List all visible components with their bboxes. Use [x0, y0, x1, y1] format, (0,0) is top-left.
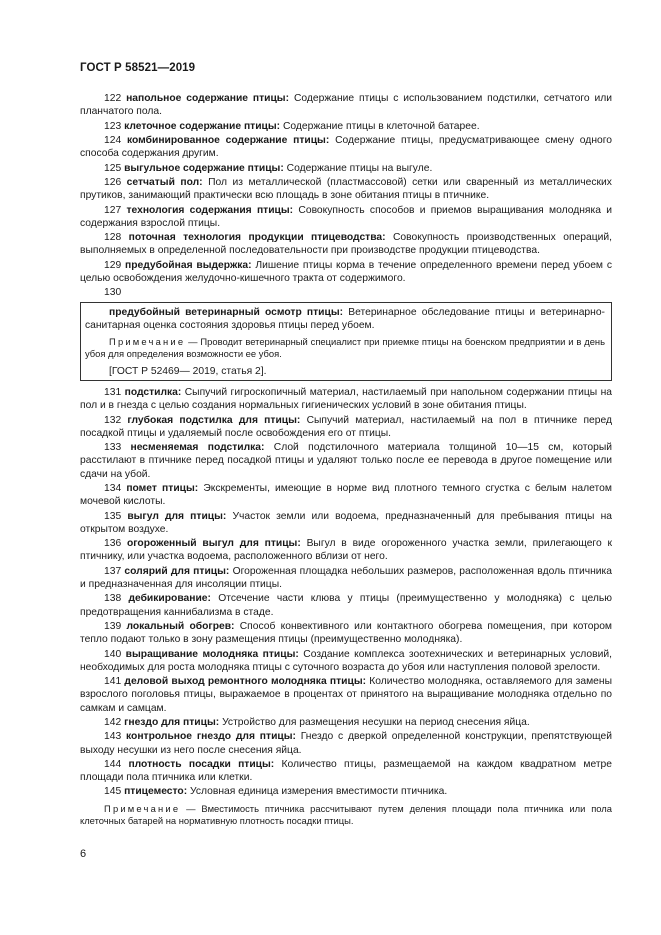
term-entry-145	[80, 785, 612, 798]
term-number: 144	[104, 758, 122, 770]
term-text: Условная единица измерения вместимости птичника.	[190, 786, 448, 798]
term-text: Содержание птицы на выгуле.	[286, 162, 433, 174]
term-text: Пол из металлической (пластмассовой) сетки или сваренный из металлических прутиков, занимающий практически всю площадь в зоне обитания птицы в птичнике.	[80, 176, 612, 202]
term-number-130: 130	[104, 287, 122, 299]
term-text: Слой подстилочного материала толщиной 10—15 см, который расстилают в птичнике перед посадкой птицы и удаляют только после ее перевода в другое помещение или сдачи на убой.	[80, 442, 612, 480]
term-name: деловой выход ремонтного молодняка птицы:	[124, 676, 367, 688]
term-text: Сыпучий гигроскопичный материал, настилаемый при напольном содержании птицы на пол и в гнезда с целью создания нормальных гигиенических условий в зоне обитания птицы.	[80, 386, 612, 412]
term-name: глубокая подстилка для птицы:	[127, 414, 301, 426]
term-text: Участок земли или водоема, предназначенный для пребывания птицы на открытом воздухе.	[80, 510, 612, 535]
term-number: 125	[104, 162, 122, 174]
term-entry-123	[80, 120, 612, 133]
term-name: помет птицы:	[126, 482, 199, 494]
term-number: 136	[104, 538, 122, 550]
term-text: Гнездо с дверкой определенной конструкции, препятствующей выходу несушки из него после снесения яйца.	[80, 731, 612, 756]
final-note	[80, 803, 612, 828]
boxed-note	[85, 336, 605, 361]
term-name: гнездо для птицы:	[124, 716, 220, 728]
term-name: выгул для птицы:	[127, 510, 227, 522]
term-entry-134	[80, 482, 612, 508]
term-number: 138	[104, 593, 122, 605]
term-entry-143	[80, 730, 612, 756]
term-name: поточная технология продукции птицеводства:	[128, 232, 386, 244]
term-name: подстилка:	[124, 386, 182, 398]
term-entry-127	[80, 204, 612, 230]
term-number: 139	[104, 620, 122, 632]
terms-list-before	[80, 92, 612, 285]
term-name: сетчатый пол:	[126, 176, 203, 188]
term-text: Выгул в виде огороженного участка земли, прилегающего к птичнику, или участка водоема, расположенного вблизи от него.	[80, 538, 612, 563]
term-name: птицеместо:	[124, 786, 188, 798]
term-entry-129	[80, 259, 612, 285]
term-number: 132	[104, 414, 122, 426]
term-number: 142	[104, 716, 122, 728]
term-number: 127	[104, 204, 122, 216]
term-name: огороженный выгул для птицы:	[126, 538, 301, 550]
document-header: ГОСТ Р 58521—2019	[80, 62, 196, 74]
term-name: выращивание молодняка птицы:	[125, 648, 299, 660]
page-number: 6	[80, 848, 87, 860]
term-text: Содержание птицы с использованием подстилки, сетчатого или планчатого пола.	[80, 93, 612, 118]
term-text: Огороженная площадка небольших размеров, расположенная вдоль птичника и предназначенная для инсоляции птицы.	[80, 565, 612, 590]
term-entry-141	[80, 675, 612, 715]
term-text: Содержание птицы, предусматривающее смену одного способа содержания другим.	[80, 134, 612, 160]
term-text: Создание комплекса зоотехнических и ветеринарных условий, необходимых для роста молодняка птицы с суточного возраста до убоя или наступления половой зрелости.	[80, 648, 612, 673]
term-entry-138	[80, 592, 612, 618]
term-entry-144	[80, 758, 612, 784]
term-name: локальный обогрев:	[126, 620, 235, 632]
term-number: 129	[104, 259, 122, 271]
term-text: Отсечение части клюва у птицы (преимущественно у молодняка) с целью предотвращения каннибализма в стаде.	[80, 593, 612, 618]
term-name: выгульное содержание птицы:	[124, 162, 284, 174]
term-entry-132	[80, 414, 612, 440]
term-name: клеточное содержание птицы:	[124, 120, 281, 132]
term-number: 135	[104, 510, 122, 522]
term-name: предубойная выдержка:	[125, 259, 252, 271]
boxed-term-name: предубойный ветеринарный осмотр птицы:	[109, 306, 344, 318]
term-number: 131	[104, 386, 122, 398]
term-number: 122	[104, 93, 122, 104]
boxed-term-text: Ветеринарное обследование птицы и ветеринарно-санитарная оценка состояния здоровья птицы перед убоем.	[85, 306, 605, 331]
term-name: солярий для птицы:	[124, 565, 230, 577]
boxed-note-label: Примечание	[109, 335, 186, 347]
boxed-definition	[80, 302, 612, 381]
term-entry-137	[80, 565, 612, 591]
term-number: 145	[104, 786, 122, 798]
term-entry-139	[80, 620, 612, 646]
document-body	[80, 92, 612, 832]
term-number: 141	[104, 676, 122, 688]
term-name: плотность посадки птицы:	[128, 758, 275, 770]
term-text: Количество птицы, размещаемой на каждом квадратном метре площади пола птичника или клетки.	[80, 758, 612, 784]
term-number: 137	[104, 565, 122, 577]
term-name: контрольное гнездо для птицы:	[126, 731, 296, 743]
term-text: Экскременты, имеющие в норме вид плотного темного сгустка с белым налетом мочевой кислоты.	[80, 482, 612, 508]
term-entry-133	[80, 441, 612, 481]
final-note-label: Примечание	[104, 802, 181, 814]
term-text: Количество молодняка, оставляемого для замены взрослого поголовья птицы, выражаемое в процентах от принятого на выращивание молодняка отдельно по самкам и самцам.	[80, 676, 612, 714]
term-number: 140	[104, 648, 122, 660]
term-entry-140	[80, 648, 612, 674]
term-text: Устройство для размещения несушки на период снесения яйца.	[222, 716, 530, 728]
boxed-term	[85, 306, 605, 332]
term-text: Лишение птицы корма в течение определенного времени перед убоем с целью освобождения желудочно-кишечного тракта от содержимого.	[80, 259, 612, 284]
terms-list-after	[80, 386, 612, 799]
term-text: Содержание птицы в клеточной батарее.	[282, 120, 480, 132]
term-entry-124	[80, 134, 612, 160]
term-text: Сыпучий материал, настилаемый на пол в птичнике перед посадкой птицы и удаляемый после освобождения его от птицы.	[80, 414, 612, 439]
term-number: 133	[104, 442, 122, 454]
term-number: 143	[104, 731, 122, 743]
term-entry-125	[80, 162, 612, 175]
term-entry-142	[80, 716, 612, 729]
term-entry-128	[80, 231, 612, 257]
term-entry-126	[80, 176, 612, 202]
term-entry-122	[80, 92, 612, 118]
term-number: 128	[104, 232, 122, 244]
term-text: Совокупность способов и приемов выращивания молодняка и содержания взрослой птицы.	[80, 204, 612, 229]
term-entry-135	[80, 510, 612, 536]
term-text: Способ конвективного или контактного обогрева помещения, при котором тепло подают только в зону размещения птицы (преимущественно молодняка).	[80, 620, 612, 646]
term-text: Совокупность производственных операций, выполняемых в определенной последовательности при производстве продукции птицеводства.	[80, 232, 612, 257]
boxed-note-text: — Проводит ветеринарный специалист при приемке птицы на боенском предприятии и в день убоя для определения возможности ее убоя.	[85, 335, 605, 360]
term-name: несменяемая подстилка:	[130, 442, 265, 454]
term-number: 124	[104, 134, 122, 146]
term-name: дебикирование:	[128, 593, 211, 605]
term-number: 123	[104, 120, 122, 132]
term-name: технология содержания птицы:	[126, 204, 294, 216]
term-entry-136	[80, 537, 612, 563]
boxed-source: [ГОСТ Р 52469— 2019, статья 2].	[109, 365, 267, 377]
final-note-text: — Вместимость птичника рассчитывают путем деления площади пола птичника или пола клеточных батарей на нормативную плотность посадки птицы.	[80, 802, 612, 827]
term-entry-131	[80, 386, 612, 412]
term-number: 126	[104, 176, 122, 188]
term-name: напольное содержание птицы:	[126, 93, 290, 104]
term-name: комбинированное содержание птицы:	[126, 134, 330, 146]
term-number: 134	[104, 482, 122, 494]
